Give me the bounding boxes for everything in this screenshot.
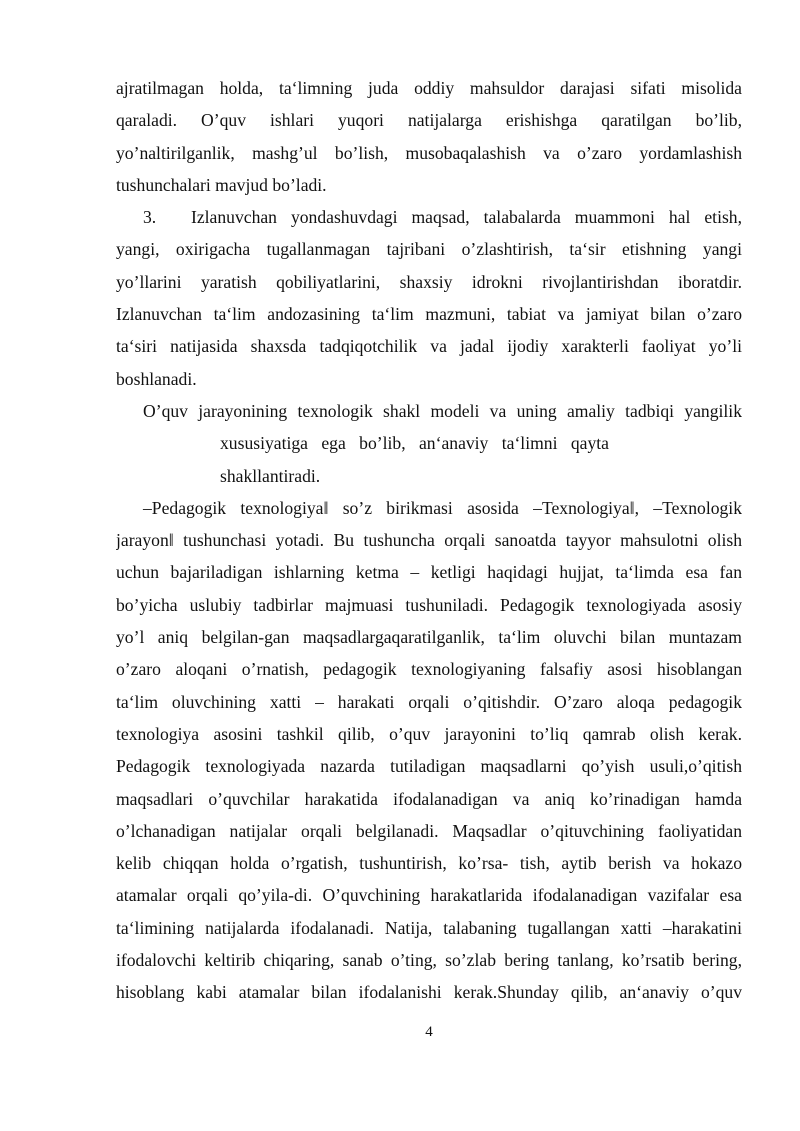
text-line: atamalar orqali qo’yila-di. O’quvchining harakatlarida ifodalanadigan vazifalar esa xyxy=(116,885,742,906)
text-line: ta‘lim oluvchining xatti – harakati orqali o’qitishdir. O’zaro aloqa pedagogik xyxy=(116,691,742,712)
text-line: maqsadlari o’quvchilar harakatida ifodalanadigan va aniq ko’rinadigan hamda xyxy=(116,788,742,809)
text-line: yangi, oxirigacha tugallanmagan tajribani o’zlashtirish, ta‘sir etishning yangi xyxy=(116,239,742,260)
text-line: bo’yicha uslubiy tadbirlar majmuasi tushuniladi. Pedagogik texnologiyada asosiy xyxy=(116,594,742,615)
text-line: o’lchanadigan natijalar orqali belgilanadi. Maqsadlar o’qituvchining faoliyatidan xyxy=(116,820,742,841)
numbered-paragraph-first-line xyxy=(116,201,742,233)
page-number: 4 xyxy=(425,1024,433,1040)
text-line: uchun bajariladigan ishlarning ketma – ketligi haqidagi hujjat, ta‘limda esa fan xyxy=(116,562,742,583)
text-line: ajratilmagan holda, ta‘limning juda oddiy mahsuldor darajasi sifati misolida xyxy=(116,78,742,98)
text-line: ta‘limining natijalarda ifodalanadi. Natija, talabaning tugallangan xatti –harakatini xyxy=(116,917,742,938)
text-line: ifodalovchi keltirib chiqaring, sanab o’ting, so’zlab bering tanlang, ko’rsatib bering, xyxy=(116,950,742,971)
text-line: jarayon‖ tushunchasi yotadi. Bu tushuncha orqali sanoatda tayyor mahsulotni olish xyxy=(116,530,742,551)
list-number: 3. xyxy=(143,207,157,228)
text-line: yo’llarini yaratish qobiliyatlarini, shaxsiy idrokni rivojlantirishdan iboratdir. xyxy=(116,271,742,292)
text-line: yo’l aniq belgilan-gan maqsadlargaqaratilganlik, ta‘lim oluvchi bilan muntazam xyxy=(116,627,742,648)
text-line: qaraladi. O’quv ishlari yuqori natijalarga erishishga qaratilgan bo’lib, xyxy=(116,110,742,131)
text-line: –Pedagogik texnologiya‖ so’z birikmasi asosida –Texnologiya‖, –Texnologik xyxy=(143,497,742,518)
page-body xyxy=(116,72,742,1009)
text-line: yo’naltirilganlik, mashg’ul bo’lish, musobaqalashish va o’zaro yordamlashish xyxy=(116,142,742,163)
text-line: Pedagogik texnologiyada nazarda tutiladigan maqsadlarni qo’yish usuli,o’qitish xyxy=(116,756,742,777)
text-line: texnologiya asosini tashkil qilib, o’quv jarayonini to’liq qamrab olish kerak. xyxy=(116,723,742,744)
text-line: shakllantiradi. xyxy=(220,465,321,486)
text-line: ta‘siri natijasida shaxsda tadqiqotchilik va jadal ijodiy xarakterli faoliyat yo’li xyxy=(116,336,742,357)
text-line: kelib chiqqan holda o’rgatish, tushuntirish, ko’rsa- tish, aytib berish va hokazo xyxy=(116,853,742,874)
text-line: o’zaro aloqani o’rnatish, pedagogik texnologiyaning falsafiy asosi hisoblangan xyxy=(116,659,742,680)
text-line: Izlanuvchan yondashuvdagi maqsad, talabalarda muammoni hal etish, xyxy=(191,207,742,228)
text-line: xususiyatiga ega bo’lib, an‘anaviy ta‘limni qayta xyxy=(220,433,609,454)
text-line: hisoblang kabi atamalar bilan ifodalanishi kerak.Shunday qilib, an‘anaviy o’quv xyxy=(116,982,742,1003)
text-line: boshlanadi. xyxy=(116,368,197,389)
text-line: tushunchalari mavjud bo’ladi. xyxy=(116,174,327,195)
text-line: O’quv jarayonining texnologik shakl modeli va uning amaliy tadbiqi yangilik xyxy=(143,400,742,421)
text-line: Izlanuvchan ta‘lim andozasining ta‘lim mazmuni, tabiat va jamiyat bilan o’zaro xyxy=(116,304,742,325)
